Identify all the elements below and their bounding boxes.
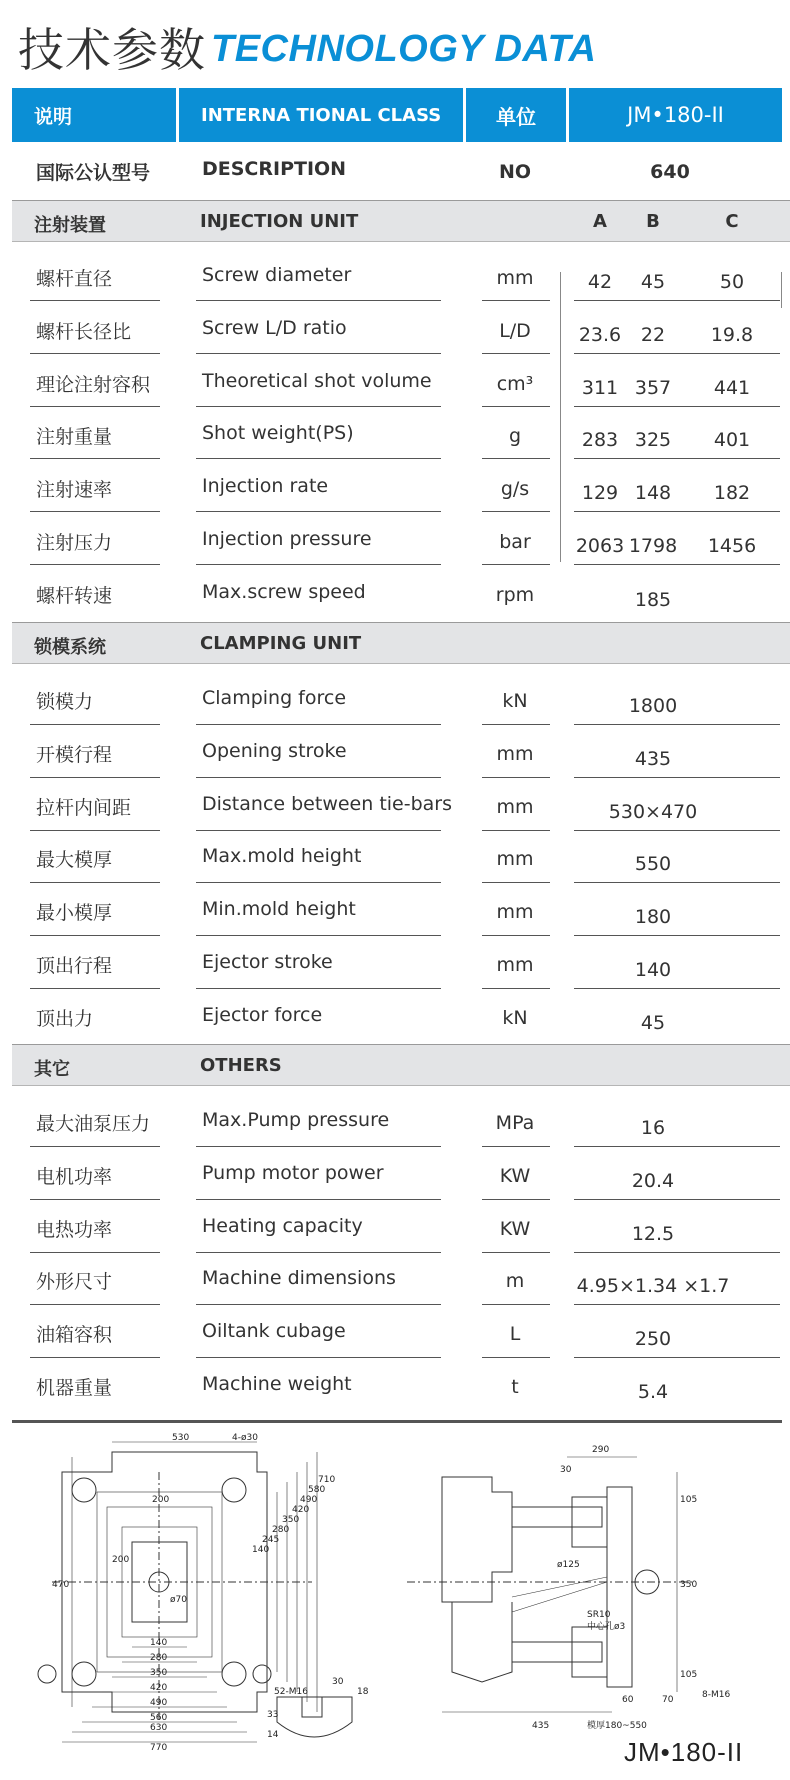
row-value: 4.95×1.34 ×1.7 (576, 1275, 730, 1298)
dim-label: 280 (272, 1525, 290, 1535)
dim-label: 490 (150, 1698, 168, 1708)
dim-label: 245 (262, 1535, 280, 1545)
row-divider (30, 458, 160, 459)
row-divider (196, 511, 441, 512)
row-divider (482, 777, 550, 778)
row-divider (482, 458, 550, 459)
section-title-en: INJECTION UNIT (200, 211, 359, 232)
section-header (12, 1044, 790, 1086)
row-label-cn: 最大油泵压力 (36, 1113, 151, 1135)
row-label-cn: 电机功率 (36, 1165, 113, 1188)
row-divider (196, 300, 441, 301)
row-label-en: Screw diameter (202, 264, 352, 286)
row-label-en: Ejector stroke (202, 951, 333, 973)
row-unit: L/D (499, 319, 531, 342)
row-label-en: Max.mold height (202, 845, 362, 868)
header-unit: 单位 (466, 88, 566, 142)
row-divider (574, 1146, 780, 1147)
row-divider (30, 1199, 160, 1200)
row-divider (196, 988, 441, 989)
row-divider (482, 406, 550, 407)
row-divider (482, 1146, 550, 1147)
dim-label: 30 (332, 1677, 344, 1687)
row-divider (482, 882, 550, 883)
header-description: 说明 (12, 88, 176, 142)
row-divider (196, 1357, 441, 1358)
row-label-en: Clamping force (202, 687, 347, 709)
dim-label: 200 (152, 1495, 170, 1505)
row-divider (196, 777, 441, 778)
row-divider (196, 353, 441, 354)
row-unit: NO (498, 161, 532, 183)
dim-label: 4-ø30 (232, 1433, 258, 1443)
row-divider (482, 564, 550, 565)
row-value-c: 441 (713, 376, 751, 399)
row-label-cn: 外形尺寸 (36, 1271, 113, 1294)
divider (12, 1420, 782, 1423)
row-unit: g (508, 425, 522, 448)
row-divider (574, 406, 780, 407)
row-unit: cm³ (496, 372, 534, 395)
row-label-cn: 最小模厚 (36, 902, 113, 925)
row-label-cn: 顶出力 (36, 1007, 94, 1030)
row-divider (574, 511, 780, 512)
row-value-b: 325 (634, 429, 672, 452)
row-label-cn: 顶出行程 (36, 955, 113, 977)
row-divider (196, 830, 441, 831)
row-label-en: Shot weight(PS) (202, 422, 354, 445)
row-divider (574, 724, 780, 725)
row-value: 1800 (628, 695, 678, 717)
page-title-en: TECHNOLOGY DATA (211, 28, 597, 70)
row-unit: MPa (495, 1112, 535, 1134)
dim-label: 33 (267, 1710, 279, 1720)
dim-label: 8-M16 (702, 1690, 731, 1700)
column-label: C (725, 211, 739, 232)
dim-label: 490 (300, 1495, 318, 1505)
dim-label: 105 (680, 1670, 698, 1680)
dim-label: 52-M16 (274, 1687, 308, 1697)
row-value-c: 19.8 (710, 323, 754, 346)
row-label-cn: 螺杆长径比 (36, 320, 132, 343)
row-unit: bar (499, 531, 531, 553)
page-title-cn: 技术参数 (18, 23, 206, 77)
row-label-cn: 注射重量 (36, 426, 113, 449)
technical-drawing (12, 1432, 782, 1752)
row-divider (30, 406, 160, 407)
row-divider (574, 564, 780, 565)
row-value: 640 (650, 161, 690, 183)
row-divider (30, 1146, 160, 1147)
row-divider (574, 1252, 780, 1253)
row-divider (482, 724, 550, 725)
section-title-cn: 锁模系统 (34, 637, 106, 658)
row-value: 5.4 (637, 1381, 669, 1403)
dim-label: 200 (112, 1555, 130, 1565)
row-label-en: Theoretical shot volume (202, 369, 432, 392)
row-value-c: 182 (713, 482, 751, 505)
row-label-en: Machine dimensions (202, 1267, 396, 1290)
row-label-cn: 拉杆内间距 (36, 796, 132, 819)
row-label-en: Distance between tie-bars (202, 792, 453, 815)
row-divider (30, 1304, 160, 1305)
row-label-cn: 油箱容积 (36, 1324, 113, 1347)
row-value: 550 (634, 853, 672, 876)
row-label-cn: 机器重量 (36, 1377, 113, 1399)
row-value-b: 1798 (628, 535, 678, 557)
row-label-cn: 国际公认型号 (36, 162, 151, 184)
row-unit: kN (502, 690, 528, 712)
row-value: 185 (634, 588, 672, 611)
dim-label: 530 (172, 1433, 190, 1443)
section-header (12, 200, 790, 242)
row-label-en: Ejector force (202, 1003, 323, 1026)
row-unit: KW (499, 1217, 531, 1240)
row-divider (482, 1252, 550, 1253)
dim-label: 60 (622, 1695, 634, 1705)
row-unit: mm (496, 901, 534, 924)
row-divider (574, 353, 780, 354)
row-value: 16 (640, 1117, 666, 1139)
row-value-a: 23.6 (578, 323, 622, 346)
row-divider (482, 1304, 550, 1305)
row-unit: mm (496, 848, 534, 871)
row-divider (574, 935, 780, 936)
dim-label: 710 (318, 1475, 336, 1485)
row-divider (30, 988, 160, 989)
row-value: 20.4 (631, 1169, 675, 1192)
dim-label: 280 (150, 1653, 168, 1663)
row-value: 180 (634, 906, 672, 929)
row-value-b: 357 (634, 376, 672, 399)
header-model: JM•180-II (569, 88, 782, 142)
row-divider (196, 1304, 441, 1305)
dim-label: 模厚180~550 (587, 1721, 647, 1731)
row-divider (30, 300, 160, 301)
row-value: 530×470 (608, 800, 698, 823)
row-divider (196, 724, 441, 725)
row-value-b: 45 (640, 271, 666, 293)
dim-label: SR10 (587, 1610, 611, 1620)
row-divider (482, 511, 550, 512)
row-divider (482, 1357, 550, 1358)
dim-label: 30 (560, 1465, 572, 1475)
row-value-a: 2063 (575, 535, 625, 557)
row-value-c: 1456 (707, 535, 757, 557)
dim-label: ø70 (170, 1595, 187, 1605)
row-unit: mm (496, 795, 534, 818)
row-value-a: 283 (581, 429, 619, 452)
dim-label: 580 (308, 1485, 326, 1495)
row-divider (30, 724, 160, 725)
row-label-cn: 螺杆转速 (36, 584, 113, 607)
row-value-a: 129 (581, 482, 619, 505)
row-label-cn: 锁模力 (36, 691, 94, 713)
section-header (12, 622, 790, 664)
row-divider (30, 777, 160, 778)
row-value-a: 311 (581, 376, 619, 399)
dim-label: 435 (532, 1721, 550, 1731)
row-label-en: Injection pressure (202, 528, 372, 550)
row-divider (30, 1252, 160, 1253)
row-label-en: Injection rate (202, 475, 329, 498)
row-value-c: 401 (713, 429, 751, 452)
column-label: B (646, 211, 660, 232)
row-value-c: 50 (719, 271, 745, 293)
row-unit: mm (496, 954, 534, 976)
section-title-cn: 注射装置 (34, 215, 106, 236)
row-label-en: Min.mold height (202, 898, 356, 921)
row-label-cn: 螺杆直径 (36, 268, 113, 290)
row-unit: KW (499, 1164, 531, 1187)
row-divider (574, 458, 780, 459)
row-value-b: 148 (634, 482, 672, 505)
dim-label: 420 (150, 1683, 168, 1693)
row-divider (574, 1304, 780, 1305)
row-unit: t (511, 1376, 519, 1398)
row-divider (30, 882, 160, 883)
row-unit: rpm (495, 583, 535, 606)
row-divider (574, 777, 780, 778)
dim-label: 350 (282, 1515, 300, 1525)
dim-label: 350 (150, 1668, 168, 1678)
dim-label: 140 (252, 1545, 270, 1555)
dim-label: 14 (267, 1730, 279, 1740)
row-divider (574, 1199, 780, 1200)
row-divider (30, 511, 160, 512)
column-divider (560, 272, 561, 562)
section-title-cn: 其它 (34, 1059, 70, 1080)
row-label-cn: 电热功率 (36, 1218, 113, 1241)
row-unit: L (509, 1323, 521, 1346)
table-header (12, 88, 782, 142)
row-divider (196, 1199, 441, 1200)
row-label-en: Oiltank cubage (202, 1320, 346, 1343)
row-label-en: DESCRIPTION (202, 158, 347, 180)
row-unit: g/s (500, 478, 530, 501)
row-label-en: Opening stroke (202, 739, 347, 762)
row-divider (482, 830, 550, 831)
row-divider (30, 935, 160, 936)
row-value: 250 (634, 1328, 672, 1351)
row-divider (574, 882, 780, 883)
dim-label: 105 (680, 1495, 698, 1505)
row-divider (196, 458, 441, 459)
row-label-en: Heating capacity (202, 1214, 363, 1237)
row-divider (30, 353, 160, 354)
dim-label: 470 (52, 1580, 70, 1590)
dim-label: 140 (150, 1638, 168, 1648)
row-divider (482, 988, 550, 989)
row-label-en: Max.screw speed (202, 580, 366, 603)
dim-label: 630 (150, 1723, 168, 1733)
row-label-cn: 注射压力 (36, 532, 113, 554)
dim-label: 350 (680, 1580, 698, 1590)
dim-label: 290 (592, 1445, 610, 1455)
row-divider (482, 353, 550, 354)
dim-label: 70 (662, 1695, 674, 1705)
row-divider (30, 830, 160, 831)
model-label: JM•180-II (624, 1737, 744, 1767)
row-label-en: Pump motor power (202, 1161, 384, 1184)
row-value: 45 (640, 1011, 666, 1034)
dim-label: 560 (150, 1713, 168, 1723)
column-label: A (593, 211, 607, 232)
row-unit: m (505, 1270, 525, 1293)
row-divider (30, 1357, 160, 1358)
row-divider (196, 1146, 441, 1147)
dim-label: 770 (150, 1743, 168, 1752)
row-divider (196, 882, 441, 883)
row-divider (574, 1357, 780, 1358)
row-divider (196, 564, 441, 565)
row-value: 12.5 (631, 1222, 675, 1245)
row-unit: mm (496, 267, 534, 289)
row-value-a: 42 (587, 271, 613, 293)
row-divider (30, 564, 160, 565)
row-value-b: 22 (640, 323, 666, 346)
row-value: 435 (634, 747, 672, 770)
row-divider (196, 935, 441, 936)
row-divider (482, 935, 550, 936)
row-divider (482, 300, 550, 301)
dim-label: 中心孔ø3 (587, 1622, 626, 1632)
row-label-en: Machine weight (202, 1373, 352, 1395)
row-divider (574, 300, 780, 301)
header-class: INTERNA TIONAL CLASS (179, 88, 463, 142)
column-divider (781, 272, 782, 308)
dim-label: 18 (357, 1687, 369, 1697)
row-label-cn: 开模行程 (36, 743, 113, 766)
row-label-cn: 理论注射容积 (36, 373, 151, 396)
dim-label: 420 (292, 1505, 310, 1515)
row-label-en: Max.Pump pressure (202, 1109, 390, 1131)
row-label-cn: 最大模厚 (36, 849, 113, 872)
row-unit: kN (502, 1006, 528, 1029)
dim-label: ø125 (557, 1560, 580, 1570)
row-divider (482, 1199, 550, 1200)
row-divider (574, 830, 780, 831)
section-title-en: CLAMPING UNIT (200, 633, 362, 654)
section-title-en: OTHERS (200, 1055, 282, 1076)
row-divider (196, 406, 441, 407)
row-value: 140 (634, 959, 672, 981)
row-unit: mm (496, 742, 534, 765)
row-divider (196, 1252, 441, 1253)
row-divider (574, 988, 780, 989)
row-label-cn: 注射速率 (36, 479, 113, 502)
row-label-en: Screw L/D ratio (202, 316, 347, 339)
